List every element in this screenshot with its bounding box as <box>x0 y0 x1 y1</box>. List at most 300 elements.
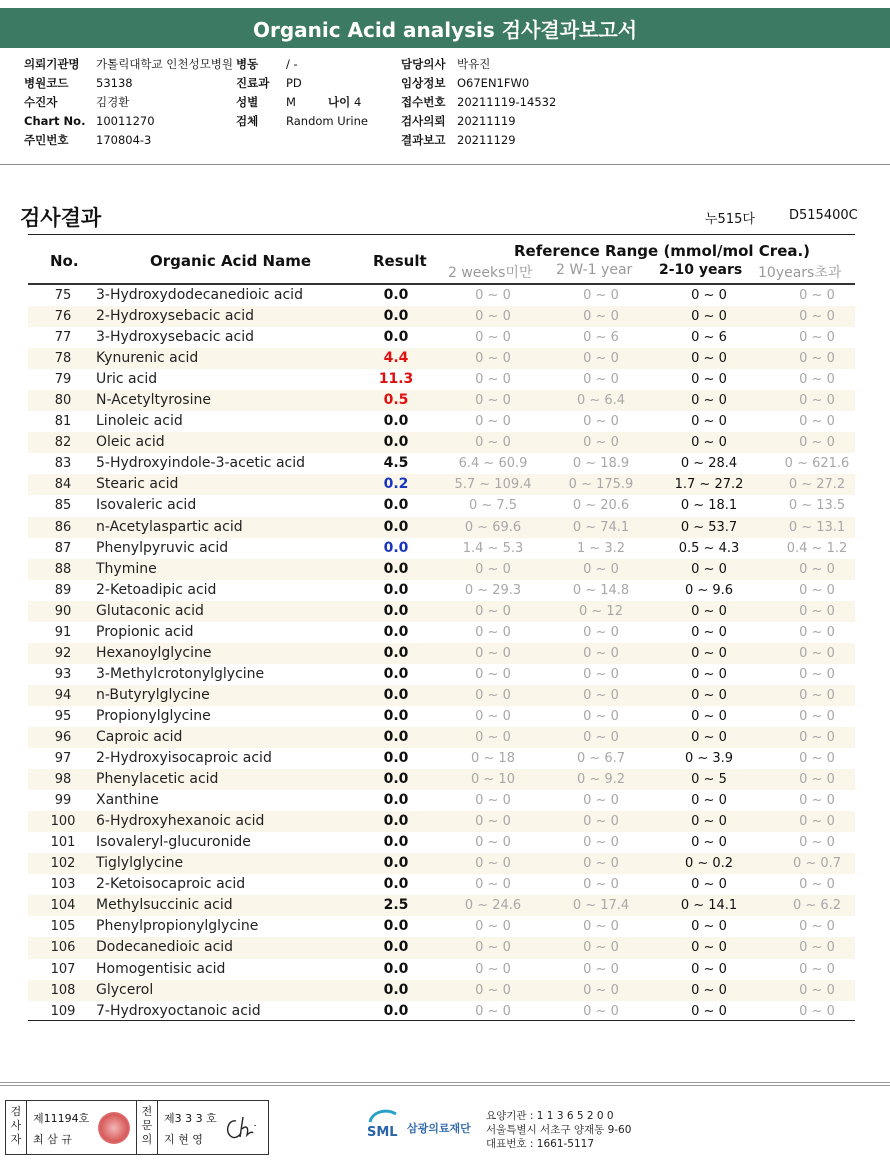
reference-range: 0 ~ 0 <box>583 666 619 682</box>
reference-range: 0 ~ 0 <box>691 645 727 661</box>
section-code: 누515다 <box>705 212 755 227</box>
result-value: 11.3 <box>378 371 414 388</box>
row-number: 104 <box>50 898 76 914</box>
row-number: 100 <box>50 814 76 830</box>
reference-range: 0 ~ 0 <box>691 877 727 893</box>
reference-range: 0 ~ 0.2 <box>684 856 734 872</box>
table-row <box>28 664 855 685</box>
reference-range: 0 ~ 0 <box>691 561 727 577</box>
result-rows <box>28 285 855 1022</box>
signer1-name: 최 삼 규 <box>33 1133 72 1146</box>
header-divider <box>0 164 890 165</box>
reference-range: 0 ~ 0 <box>475 687 511 703</box>
reference-range: 0 ~ 0 <box>799 309 835 325</box>
result-value: 0.0 <box>383 981 409 998</box>
table-row <box>28 1001 855 1022</box>
reference-range: 0 ~ 0 <box>475 877 511 893</box>
acid-name: Dodecanedioic acid <box>96 939 234 956</box>
reference-range: 0 ~ 13.1 <box>788 519 846 535</box>
row-number: 81 <box>54 414 72 430</box>
info-label: Chart No. <box>24 114 86 128</box>
table-row <box>28 601 855 622</box>
reference-range: 0 ~ 0 <box>799 351 835 367</box>
reference-range: 0 ~ 18.1 <box>680 498 738 514</box>
table-top-rule <box>28 234 855 235</box>
reference-range: 0 ~ 0 <box>475 624 511 640</box>
table-row <box>28 453 855 474</box>
row-number: 95 <box>54 708 72 724</box>
row-number: 98 <box>54 772 72 788</box>
reference-range: 0 ~ 12 <box>579 603 623 619</box>
signer1-title-char: 사 <box>10 1119 22 1132</box>
reference-range: 0 ~ 0 <box>583 835 619 851</box>
range-header-active: 2-10 years <box>659 262 743 278</box>
reference-range: 0 ~ 0 <box>691 708 727 724</box>
acid-name: Propionylglycine <box>96 707 211 724</box>
result-value: 0.0 <box>383 581 409 598</box>
reference-range: 0 ~ 0 <box>799 751 835 767</box>
reference-range: 0 ~ 6.2 <box>792 898 842 914</box>
reference-range: 0 ~ 0 <box>799 708 835 724</box>
reference-range: 6.4 ~ 60.9 <box>458 456 528 472</box>
result-value: 0.0 <box>383 623 409 640</box>
result-value: 0.0 <box>383 287 409 303</box>
reference-range: 0 ~ 0 <box>691 793 727 809</box>
row-number: 79 <box>54 372 72 388</box>
table-row <box>28 474 855 495</box>
reference-range: 0 ~ 13.5 <box>788 498 846 514</box>
result-value: 0.0 <box>383 707 409 724</box>
signature-box <box>5 1100 269 1155</box>
acid-name: Methylsuccinic acid <box>96 897 233 914</box>
reference-range: 0 ~ 6.4 <box>576 393 626 409</box>
signer2-title-char: 문 <box>141 1119 153 1132</box>
result-value: 0.0 <box>383 308 409 325</box>
row-number: 108 <box>50 982 76 998</box>
reference-range: 0 ~ 0 <box>799 561 835 577</box>
footer-divider <box>0 1082 890 1086</box>
table-row <box>28 306 855 327</box>
info-value: 박유진 <box>457 57 491 71</box>
signer2-name: 지 현 영 <box>164 1133 203 1146</box>
header-result: Result <box>373 252 427 270</box>
table-row <box>28 874 855 895</box>
signer1-title-char: 자 <box>10 1133 22 1146</box>
reference-range: 0 ~ 0 <box>583 729 619 745</box>
table-bottom-rule <box>28 1020 855 1021</box>
reference-range: 0 ~ 0 <box>691 603 727 619</box>
info-value: 20211119-14532 <box>457 95 557 109</box>
row-number: 80 <box>54 393 72 409</box>
table-row <box>28 853 855 874</box>
result-value: 0.0 <box>383 876 409 893</box>
reference-range: 0 ~ 0 <box>691 729 727 745</box>
info-value: PD <box>286 76 302 90</box>
result-value: 0.0 <box>383 518 409 535</box>
reference-range: 0 ~ 0 <box>691 1003 727 1019</box>
info-label: 의뢰기관명 <box>24 57 80 71</box>
table-row <box>28 285 855 306</box>
reference-range: 0 ~ 3.9 <box>684 751 734 767</box>
table-row <box>28 937 855 958</box>
row-number: 93 <box>54 666 72 682</box>
reference-range: 0 ~ 0 <box>475 330 511 346</box>
row-number: 92 <box>54 645 72 661</box>
info-value: O67EN1FW0 <box>457 76 530 90</box>
reference-range: 0 ~ 0 <box>475 351 511 367</box>
reference-range: 0 ~ 6 <box>583 330 619 346</box>
reference-range: 0 ~ 0 <box>475 919 511 935</box>
reference-range: 0 ~ 20.6 <box>572 498 630 514</box>
acid-name: 3-Hydroxydodecanedioic acid <box>96 287 303 303</box>
reference-range: 0 ~ 0 <box>799 835 835 851</box>
info-label: 수진자 <box>24 95 58 109</box>
reference-range: 0 ~ 0 <box>475 372 511 388</box>
result-value: 0.0 <box>383 686 409 703</box>
reference-range: 0 ~ 18 <box>471 751 515 767</box>
info-value: 20211129 <box>457 133 516 147</box>
header-reference: Reference Range (mmol/mol Crea.) <box>514 242 811 260</box>
row-number: 90 <box>54 603 72 619</box>
info-label: 주민번호 <box>24 133 69 147</box>
table-row <box>28 706 855 727</box>
result-value: 0.0 <box>383 939 409 956</box>
result-value: 0.0 <box>383 813 409 830</box>
table-row <box>28 432 855 453</box>
reference-range: 0 ~ 0 <box>691 414 727 430</box>
reference-range: 0 ~ 0 <box>583 414 619 430</box>
result-value: 0.0 <box>383 750 409 767</box>
table-row <box>28 916 855 937</box>
table-row <box>28 643 855 664</box>
reference-range: 0 ~ 0 <box>799 603 835 619</box>
reference-range: 0 ~ 0 <box>799 645 835 661</box>
reference-range: 0 ~ 0 <box>475 309 511 325</box>
acid-name: Oleic acid <box>96 434 165 451</box>
info-value: 170804-3 <box>96 133 152 147</box>
acid-name: Linoleic acid <box>96 413 183 430</box>
reference-range: 0 ~ 0 <box>583 561 619 577</box>
table-row <box>28 580 855 601</box>
reference-range: 0 ~ 0 <box>799 919 835 935</box>
reference-range: 0 ~ 0 <box>799 982 835 998</box>
reference-range: 0 ~ 0.7 <box>792 856 842 872</box>
acid-name: Isovaleric acid <box>96 497 197 514</box>
reference-range: 0 ~ 0 <box>475 708 511 724</box>
table-row <box>28 369 855 390</box>
reference-range: 0 ~ 14.1 <box>680 898 738 914</box>
reference-range: 0 ~ 69.6 <box>464 519 522 535</box>
reference-range: 0 ~ 0 <box>583 877 619 893</box>
result-value: 0.0 <box>383 602 409 619</box>
reference-range: 0 ~ 0 <box>691 666 727 682</box>
reference-range: 0 ~ 0 <box>799 582 835 598</box>
acid-name: n-Butyrylglycine <box>96 686 210 703</box>
reference-range: 0 ~ 9.2 <box>576 772 626 788</box>
table-row <box>28 769 855 790</box>
reference-range: 0 ~ 0 <box>691 835 727 851</box>
reference-range: 0 ~ 0 <box>691 435 727 451</box>
result-value: 0.0 <box>383 960 409 977</box>
reference-range: 0 ~ 0 <box>583 961 619 977</box>
result-value: 0.0 <box>383 413 409 430</box>
result-value: 0.0 <box>383 792 409 809</box>
signer2-license: 제3 3 3 호 <box>164 1112 217 1125</box>
table-row <box>28 559 855 580</box>
acid-name: 3-Methylcrotonylglycine <box>96 665 265 682</box>
result-value: 0.0 <box>383 918 409 935</box>
acid-name: 6-Hydroxyhexanoic acid <box>96 813 265 830</box>
info-label: 검체 <box>236 114 259 128</box>
result-value: 0.0 <box>383 771 409 788</box>
reference-range: 0 ~ 0 <box>691 393 727 409</box>
header-name: Organic Acid Name <box>150 252 312 270</box>
signer2-title-char: 의 <box>141 1133 153 1146</box>
reference-range: 0 ~ 53.7 <box>680 519 738 535</box>
reference-range: 0 ~ 0 <box>583 1003 619 1019</box>
acid-name: Caproic acid <box>96 728 183 745</box>
result-value: 2.5 <box>383 897 409 914</box>
reference-range: 0 ~ 0 <box>691 687 727 703</box>
acid-name: n-Acetylaspartic acid <box>96 518 243 535</box>
info-label: 진료과 <box>236 76 270 90</box>
reference-range: 0 ~ 0 <box>799 729 835 745</box>
reference-range: 0 ~ 621.6 <box>784 456 850 472</box>
reference-range: 0 ~ 74.1 <box>572 519 630 535</box>
result-value: 0.5 <box>383 392 409 409</box>
reference-range: 0 ~ 0 <box>475 793 511 809</box>
row-number: 96 <box>54 729 72 745</box>
info-value: 김경환 <box>96 95 130 109</box>
result-value: 0.0 <box>383 539 409 556</box>
info-label: 임상정보 <box>401 76 446 90</box>
section-code: D515400C <box>789 208 858 223</box>
reference-range: 5.7 ~ 109.4 <box>454 477 532 493</box>
table-row <box>28 495 855 516</box>
reference-range: 0 ~ 0 <box>799 961 835 977</box>
reference-range: 0.5 ~ 4.3 <box>678 540 740 556</box>
acid-name: Phenylpropionylglycine <box>96 918 259 935</box>
reference-range: 0 ~ 0 <box>691 624 727 640</box>
range-header: 2 W-1 year <box>556 262 633 278</box>
signer1-title-char: 검 <box>10 1105 22 1118</box>
org-name: 삼광의료재단 <box>407 1122 471 1135</box>
table-row <box>28 538 855 559</box>
acid-name: N-Acetyltyrosine <box>96 392 211 409</box>
reference-range: 0 ~ 0 <box>691 961 727 977</box>
result-value: 0.0 <box>383 728 409 745</box>
row-number: 87 <box>54 540 72 556</box>
reference-range: 0 ~ 0 <box>691 288 727 303</box>
result-value: 0.0 <box>383 560 409 577</box>
reference-range: 0 ~ 0 <box>475 729 511 745</box>
reference-range: 0 ~ 0 <box>475 982 511 998</box>
row-number: 84 <box>54 477 72 493</box>
reference-range: 0 ~ 0 <box>799 814 835 830</box>
result-value: 0.0 <box>383 497 409 514</box>
reference-range: 0 ~ 0 <box>475 603 511 619</box>
info-label: 병원코드 <box>24 76 69 90</box>
result-value: 0.0 <box>383 329 409 346</box>
row-number: 107 <box>50 961 76 977</box>
patient-info-col2 <box>236 55 368 131</box>
reference-range: 0 ~ 0 <box>691 372 727 388</box>
reference-range: 0 ~ 0 <box>583 793 619 809</box>
row-number: 82 <box>54 435 72 451</box>
row-number: 86 <box>54 519 72 535</box>
acid-name: 2-Hydroxyisocaproic acid <box>96 750 272 767</box>
reference-range: 0 ~ 29.3 <box>464 582 522 598</box>
table-row <box>28 517 855 538</box>
reference-range: 0 ~ 0 <box>799 435 835 451</box>
reference-range: 0 ~ 7.5 <box>468 498 518 514</box>
patient-info-col3 <box>401 55 556 150</box>
reference-range: 0 ~ 0 <box>475 414 511 430</box>
result-value: 0.0 <box>383 834 409 851</box>
reference-range: 0 ~ 0 <box>799 372 835 388</box>
age-value: 4 <box>354 95 362 109</box>
reference-range: 0 ~ 0 <box>691 919 727 935</box>
red-seal-stamp <box>98 1112 130 1144</box>
row-number: 77 <box>54 330 72 346</box>
table-row <box>28 685 855 706</box>
info-value: / - <box>286 57 298 71</box>
reference-range: 0 ~ 0 <box>799 1003 835 1019</box>
table-row <box>28 327 855 348</box>
reference-range: 0 ~ 0 <box>475 856 511 872</box>
row-number: 101 <box>50 835 76 851</box>
range-header: 2 weeks미만 <box>448 265 533 281</box>
row-number: 99 <box>54 793 72 809</box>
row-number: 91 <box>54 624 72 640</box>
table-row <box>28 411 855 432</box>
reference-range: 0 ~ 0 <box>475 435 511 451</box>
row-number: 103 <box>50 877 76 893</box>
reference-range: 0 ~ 0 <box>691 351 727 367</box>
reference-range: 0 ~ 0 <box>583 687 619 703</box>
row-number: 75 <box>54 288 72 303</box>
reference-range: 0 ~ 6 <box>691 330 727 346</box>
reference-range: 0 ~ 0 <box>583 814 619 830</box>
acid-name: Isovaleryl-glucuronide <box>96 834 251 851</box>
reference-range: 0 ~ 0 <box>583 708 619 724</box>
reference-range: 0.4 ~ 1.2 <box>786 540 848 556</box>
reference-range: 0 ~ 0 <box>475 835 511 851</box>
reference-range: 1 ~ 3.2 <box>576 540 626 556</box>
acid-name: 2-Ketoisocaproic acid <box>96 876 246 893</box>
acid-name: Glycerol <box>96 981 154 998</box>
info-value: 가톨릭대학교 인천성모병원 <box>96 57 233 71</box>
signer1-license: 제11194호 <box>33 1112 90 1125</box>
handwritten-signature <box>222 1113 262 1143</box>
table-row <box>28 348 855 369</box>
header-no: No. <box>50 252 79 270</box>
signature-divider <box>136 1101 137 1154</box>
reference-range: 0 ~ 28.4 <box>680 456 738 472</box>
section-title: 검사결과 <box>20 206 102 230</box>
table-row <box>28 832 855 853</box>
reference-range: 0 ~ 0 <box>583 645 619 661</box>
row-number: 102 <box>50 856 76 872</box>
reference-range: 0 ~ 0 <box>799 330 835 346</box>
reference-range: 0 ~ 0 <box>799 687 835 703</box>
result-value: 0.2 <box>383 476 409 493</box>
reference-range: 0 ~ 0 <box>799 414 835 430</box>
reference-range: 0 ~ 0 <box>799 877 835 893</box>
signature-divider <box>157 1101 158 1154</box>
row-number: 97 <box>54 751 72 767</box>
signer1-title <box>8 1105 24 1147</box>
result-value: 0.0 <box>383 665 409 682</box>
reference-range: 0 ~ 14.8 <box>572 582 630 598</box>
reference-range: 0 ~ 0 <box>583 435 619 451</box>
acid-name: Glutaconic acid <box>96 602 204 619</box>
result-value: 0.0 <box>383 434 409 451</box>
row-number: 105 <box>50 919 76 935</box>
reference-range: 0 ~ 0 <box>475 814 511 830</box>
reference-range: 0 ~ 0 <box>583 624 619 640</box>
result-value: 0.0 <box>383 644 409 661</box>
acid-name: 5-Hydroxyindole-3-acetic acid <box>96 455 306 472</box>
acid-name: 2-Ketoadipic acid <box>96 581 217 598</box>
info-label: 결과보고 <box>401 133 446 147</box>
info-label: 검사의뢰 <box>401 114 446 128</box>
acid-name: Stearic acid <box>96 476 179 493</box>
reference-range: 0 ~ 0 <box>691 940 727 956</box>
acid-name: Phenylacetic acid <box>96 771 219 788</box>
reference-range: 0 ~ 0 <box>799 393 835 409</box>
acid-name: Kynurenic acid <box>96 350 199 367</box>
reference-range: 0 ~ 0 <box>691 309 727 325</box>
reference-range: 0 ~ 6.7 <box>576 751 626 767</box>
row-number: 83 <box>54 456 72 472</box>
reference-range: 0 ~ 0 <box>799 772 835 788</box>
info-label: 성별 <box>236 95 259 109</box>
reference-range: 0 ~ 27.2 <box>788 477 846 493</box>
reference-range: 0 ~ 0 <box>475 288 511 303</box>
table-row <box>28 959 855 980</box>
result-value: 4.5 <box>383 455 409 472</box>
reference-range: 0 ~ 0 <box>691 982 727 998</box>
reference-range: 1.4 ~ 5.3 <box>462 540 524 556</box>
row-number: 89 <box>54 582 72 598</box>
reference-range: 0 ~ 0 <box>799 288 835 303</box>
reference-range: 0 ~ 0 <box>799 666 835 682</box>
sml-logo-icon <box>366 1108 404 1140</box>
table-row <box>28 622 855 643</box>
reference-range: 0 ~ 0 <box>799 793 835 809</box>
info-value: Random Urine <box>286 114 368 128</box>
signer2-title <box>139 1105 155 1147</box>
reference-range: 0 ~ 0 <box>475 961 511 977</box>
reference-range: 0 ~ 0 <box>691 814 727 830</box>
info-value: 10011270 <box>96 114 155 128</box>
signature-divider <box>26 1101 27 1154</box>
reference-range: 0 ~ 5 <box>691 772 727 788</box>
acid-name: 2-Hydroxysebacic acid <box>96 308 254 325</box>
acid-name: Hexanoylglycine <box>96 644 212 661</box>
reference-range: 0 ~ 0 <box>475 561 511 577</box>
table-row <box>28 390 855 411</box>
row-number: 94 <box>54 687 72 703</box>
acid-name: 7-Hydroxyoctanoic acid <box>96 1002 261 1019</box>
reference-range: 0 ~ 0 <box>583 856 619 872</box>
table-row <box>28 980 855 1001</box>
row-number: 85 <box>54 498 72 514</box>
acid-name: Tiglylglycine <box>96 855 184 872</box>
reference-range: 0 ~ 0 <box>475 393 511 409</box>
acid-name: Thymine <box>96 560 157 577</box>
